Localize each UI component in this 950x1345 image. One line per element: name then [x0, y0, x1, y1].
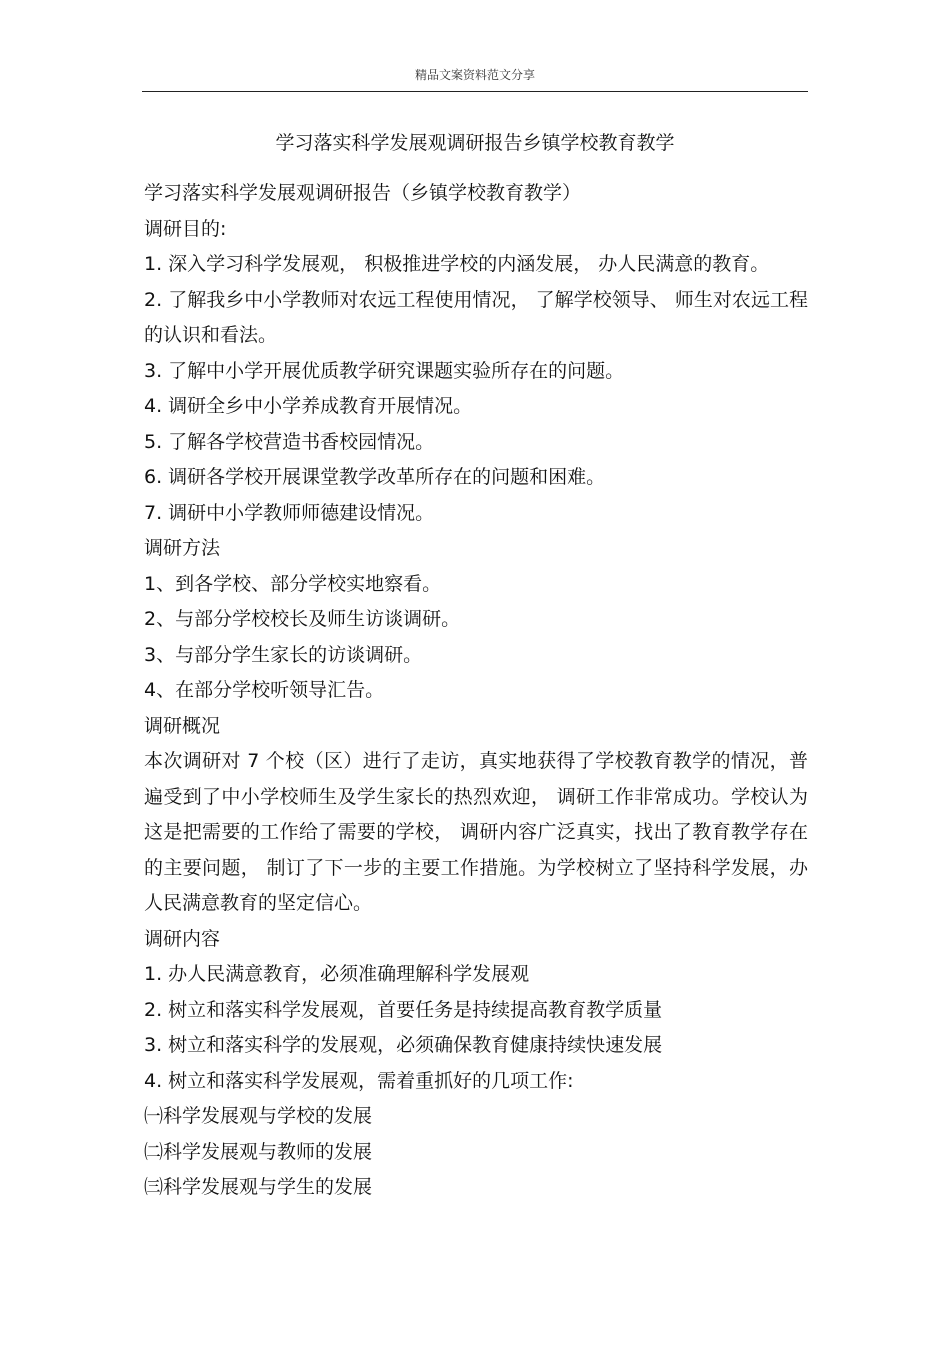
- section-heading-purpose: 调研目的:: [144, 217, 227, 240]
- list-item: 2. 了解我乡中小学教师对农远工程使用情况， 了解学校领导、 师生对农远工程的认识和看法。: [144, 288, 808, 346]
- list-item: 4. 树立和落实科学发展观，需着重抓好的几项工作:: [144, 1069, 574, 1092]
- list-item: 4、在部分学校听领导汇告。: [144, 679, 385, 701]
- list-item: 2、与部分学校校长及师生访谈调研。: [144, 608, 461, 630]
- list-item: 3. 树立和落实科学的发展观，必须确保教育健康持续快速发展: [144, 1034, 663, 1056]
- list-item: 2. 树立和落实科学发展观，首要任务是持续提高教育教学质量: [144, 998, 663, 1021]
- list-item: 5. 了解各学校营造书香校园情况。: [144, 430, 435, 453]
- subtitle-paragraph: 学习落实科学发展观调研报告（乡镇学校教育教学）: [144, 182, 582, 204]
- section-heading-method: 调研方法: [144, 537, 221, 559]
- sub-list-item: ㈡科学发展观与教师的发展: [144, 1140, 373, 1163]
- list-item: 1. 深入学习科学发展观， 积极推进学校的内涵发展， 办人民满意的教育。: [144, 253, 770, 275]
- list-item: 7. 调研中小学教师师德建设情况。: [144, 501, 435, 524]
- list-item: 1. 办人民满意教育，必须准确理解科学发展观: [144, 963, 530, 985]
- header-divider: [142, 91, 808, 92]
- list-item: 4. 调研全乡中小学养成教育开展情况。: [144, 395, 473, 417]
- document-body: [144, 176, 808, 1206]
- section-heading-overview: 调研概况: [144, 714, 221, 737]
- page-header: 精品文案资料范文分享: [414, 68, 535, 82]
- list-item: 3. 了解中小学开展优质教学研究课题实验所存在的问题。: [144, 359, 625, 382]
- document-title: 学习落实科学发展观调研报告乡镇学校教育教学: [275, 132, 675, 154]
- list-item: 1、到各学校、部分学校实地察看。: [144, 572, 442, 595]
- sub-list-item: ㈠科学发展观与学校的发展: [144, 1105, 373, 1127]
- overview-paragraph: 本次调研对 7 个校（区）进行了走访，真实地获得了学校教育教学的情况，普遍受到了中小学校师生及学生家长的热烈欢迎， 调研工作非常成功。学校认为这是把需要的工作给了需要的学校， 调研内容广泛真实，找出了教育教学存在的主要问题， 制订了下一步的主要工作措施。为学校树立了坚持科学发展，办人民满意教育的坚定信心。: [144, 750, 808, 914]
- sub-list-item: ㈢科学发展观与学生的发展: [144, 1176, 373, 1198]
- list-item: 6. 调研各学校开展课堂教学改革所存在的问题和困难。: [144, 466, 606, 488]
- section-heading-content: 调研内容: [144, 927, 221, 950]
- list-item: 3、与部分学生家长的访谈调研。: [144, 643, 423, 666]
